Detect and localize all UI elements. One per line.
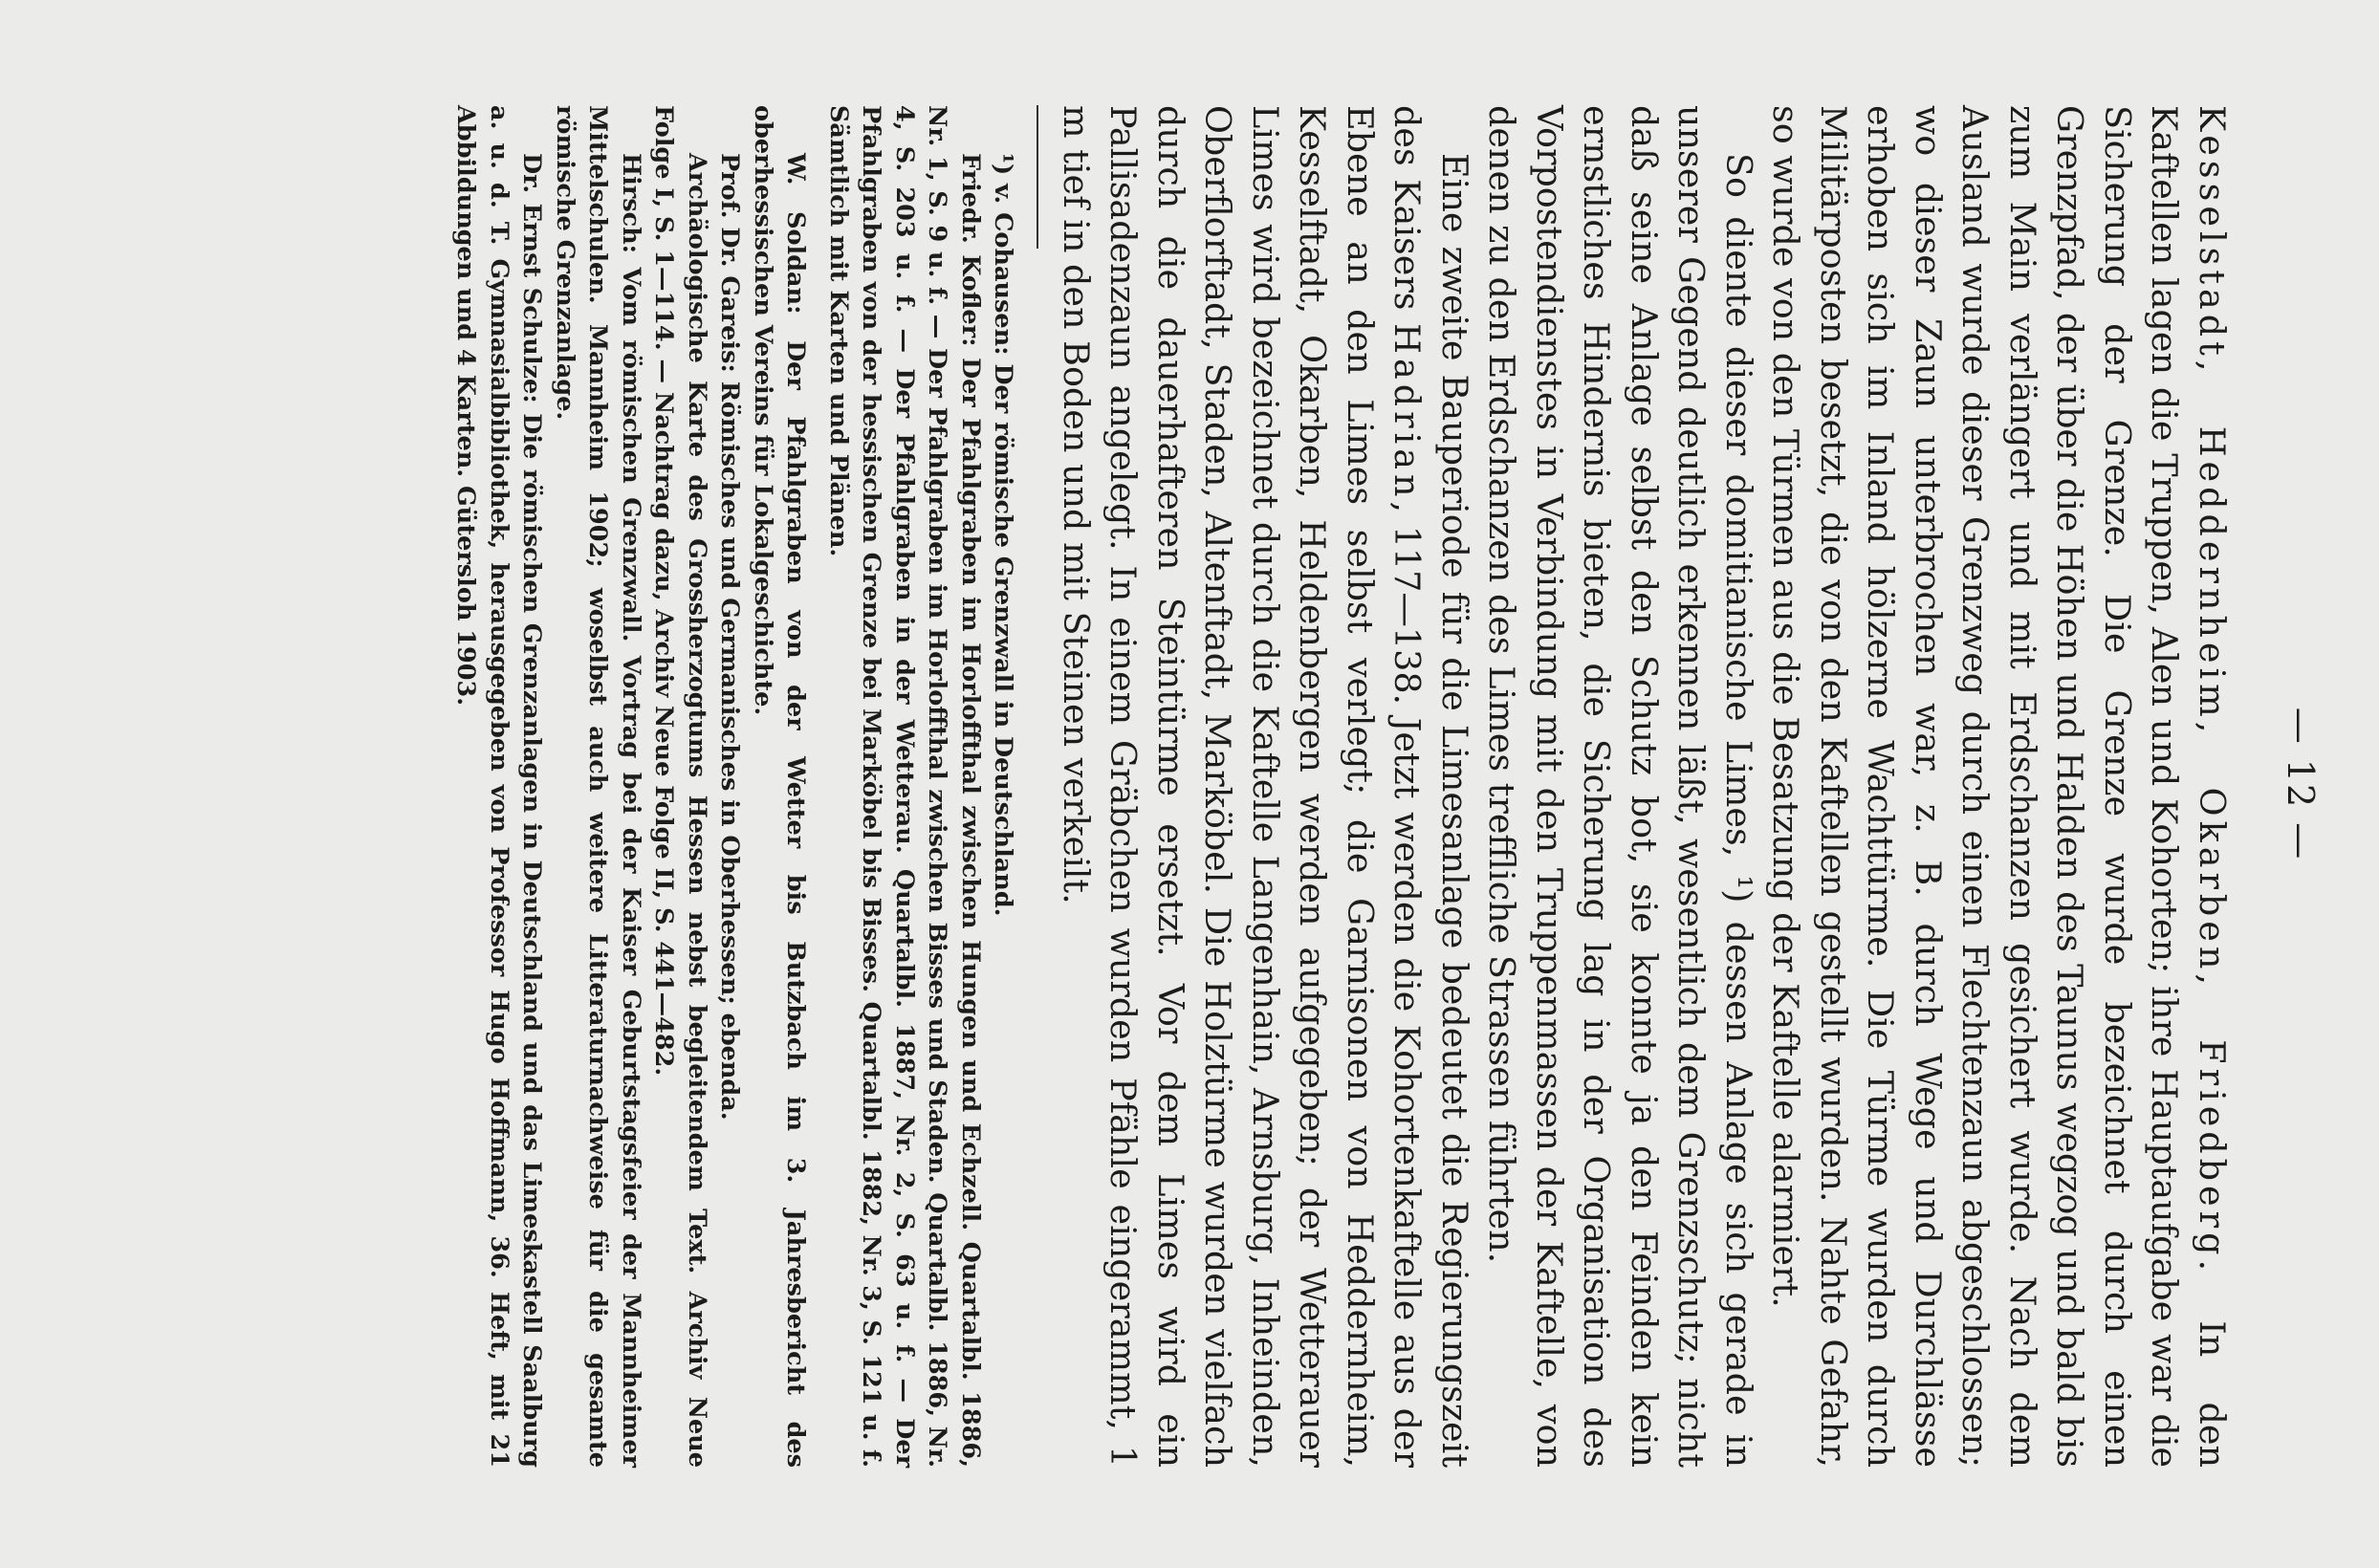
emperor-name: Hadrian bbox=[1386, 323, 1429, 502]
footnote-6: Hirsch: Vom römischen Grenzwall. Vortrag bei der Kaiser Geburtstagsfeier der Mannheimer Mittelschulen. Mannheim 1902; woselbst auch weitere Litteraturnachweise für die gesamte römische Grenzanlage. bbox=[551, 105, 645, 1468]
footnote-divider bbox=[1037, 105, 1039, 249]
place-names: Kesselstadt, Heddernheim, Okarben, Friedberg. bbox=[2192, 105, 2233, 1276]
paragraph-1-text: In den Kaftellen lagen die Truppen, Alen und Kohorten; ihre Hauptaufgabe war die Sicherung der Grenze. Die Grenze wurde bezeichnet durch einen Grenzpfad, der über die Höhen und Halden des Taunus wegzog und bald bis zum Main verlängert und mit Erdschanzen gesichert wurde. Nach dem Ausland wurde dieser Grenzweg durch einen Flechtenzaun abgeschlossen; wo dieser Zaun unterbrochen war, z. B. durch Wege und Durchlässe erhoben sich im Inland hölzerne Wachttürme. Die Türme wurden durch Militärposten besetzt, die von den Kaftellen gestellt wurden. Nahte Gefahr, so wurde von den Türmen aus die Besatzung der Kaftelle alarmiert. bbox=[1765, 105, 2233, 1468]
footnote-4: Prof. Dr. Gareis: Römisches und Germanisches in Oberhessen; ebenda. bbox=[715, 153, 745, 1121]
footnote-3: W. Soldan: Der Pfahlgraben von der Wetter bis Butzbach im 3. Jahresbericht des oberhessischen Vereins für Lokalgeschichte. bbox=[749, 105, 811, 1468]
paragraph-3-before: Eine zweite Bauperiode für die Limesanlage bedeutet die Regierungszeit des Kaisers bbox=[1386, 105, 1475, 1468]
paragraph-2: So diente dieser domitianische Limes, ¹) dessen Anlage sich gerade in unserer Gegend deutlich erkennen läßt, wesentlich dem Grenzschutz; nicht daß seine Anlage selbst den Schutz bot, sie konnte ja den Feinden kein ernstliches Hindernis bieten, die Sicherung lag in der Organisation des Vorpostendienstes in Verbindung mit den Truppenmassen der Kaftelle, von denen zu den Erdschanzen des Limes treffliche Strassen führten. bbox=[1481, 105, 1759, 1468]
paragraph-3-after: , 117—138. Jetzt werden die Kohortenkaftelle aus der Ebene an den Limes selbst verlegt; die Garnisonen von Heddernheim, Kesselftadt, Okarben, Heldenbergen werden aufgegeben; der Wetterauer Limes wird bezeichnet durch die Kaftelle Langenhain, Arnsburg, Inheinden, Oberflorftadt, Staden, Altenftadt, Marköbel. Die Holztürme wurden vielfach durch die dauerhafteren Steintürme ersetzt. Vor dem Limes wird ein Pallisadenzaun angelegt. In einem Gräbchen wurden Pfähle eingerammt, 1 m tief in den Boden und mit Steinen verkeilt. bbox=[1056, 105, 1429, 1468]
main-text bbox=[449, 105, 2236, 1468]
paragraph-1 bbox=[1762, 105, 2236, 1468]
footnote-2: Friedr. Kofler: Der Pfahlgraben im Horloffthal zwischen Hungen und Echzell. Quartalbl. 1886, Nr. 1, S. 9 u. f. — Der Pfahlgraben im Horloffthal zwischen Bisses und Staden. Quartalbl. 1886, Nr. 4, S. 203 u. f. — Der Pfahlgraben in der Wetterau. Quartalbl. 1887, Nr. 2, S. 63 u. f. — Der Pfahlgraben von der hessischen Grenze bei Marköbel bis Bisses. Quartalbl. 1882, Nr. 3, S. 121 u. f. Sämtlich mit Karten und Plänen. bbox=[824, 105, 985, 1468]
footnote-7: Dr. Ernst Schulze: Die römischen Grenzanlagen in Deutschland und das Limeskastell Saalburg a. u. d. T. Gymnasialbibliothek, herausgegeben von Professor Hugo Hoffmann, 36. Heft, mit 21 Abbildungen und 4 Karten. Gütersloh 1903. bbox=[451, 105, 547, 1468]
footnote-1: ¹) v. Cohausen: Der römische Grenzwall in Deutschland. bbox=[989, 153, 1018, 917]
paragraph-3 bbox=[1053, 105, 1479, 1468]
page-number: — 12 — bbox=[2280, 707, 2322, 861]
footnote-5: Archäologische Karte des Grossherzogtums Hessen nebst begleitendem Text. Archiv Neue Folge I, S. 1—114. — Nachtrag dazu, Archiv Neue Folge II, S. 441—482. bbox=[649, 105, 711, 1468]
